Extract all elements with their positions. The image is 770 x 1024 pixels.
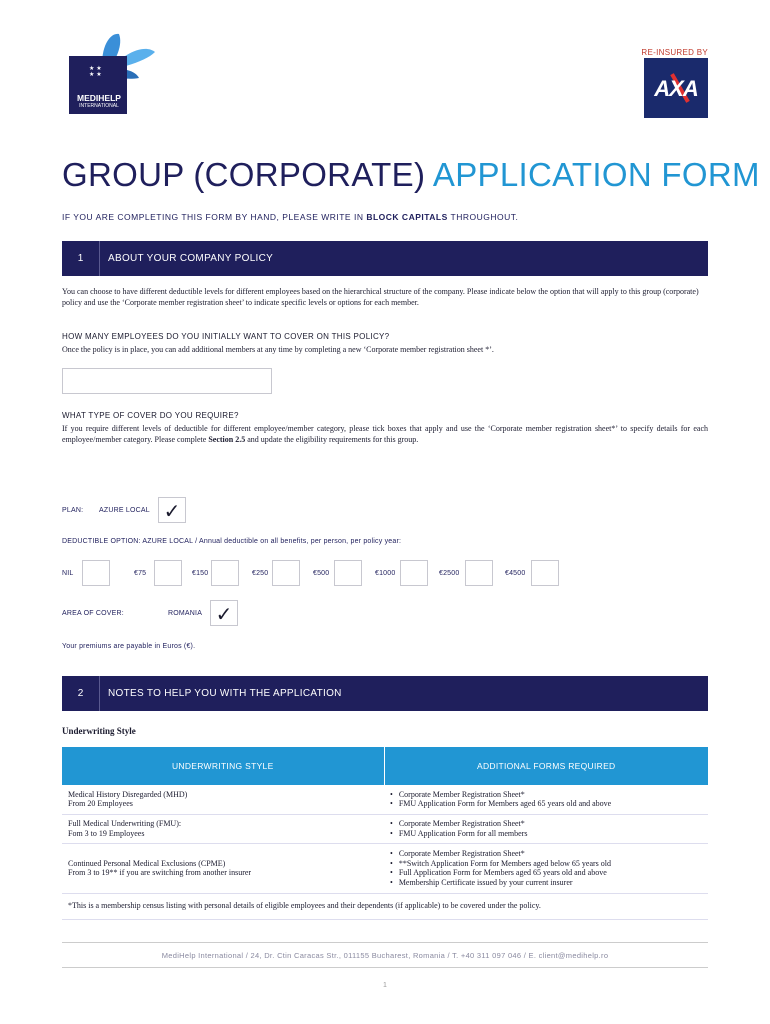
form-item: • Corporate Member Registration Sheet* — [390, 849, 702, 859]
style-name: Continued Personal Medical Exclusions (CPME) — [68, 858, 226, 868]
style-name: Medical History Disregarded (MHD) — [68, 789, 188, 799]
section-2-header — [62, 676, 708, 711]
section-1-intro: You can choose to have different deductible levels for different employees based on the hierarchical structure of the company. Please indicate below the option that will apply to this group (corporate) policy and use the ‘Corporate member registration sheet’ to indicate specific levels or options for each member. — [62, 287, 699, 307]
instructions-before: IF YOU ARE COMPLETING THIS FORM BY HAND, PLEASE WRITE IN — [62, 212, 364, 222]
section-1-label: ABOUT YOUR COMPANY POLICY — [108, 253, 274, 264]
table-cell-style — [62, 785, 384, 814]
axa-logo-text: AXA — [654, 76, 698, 101]
question-cover-note — [62, 424, 708, 445]
form-item: • FMU Application Form for Members aged 65 years old and above — [390, 799, 702, 809]
reinsured-by-label: RE-INSURED BY — [641, 48, 708, 57]
underwriting-table — [62, 747, 708, 920]
deductible-500-checkbox[interactable] — [334, 560, 362, 586]
form-item: • Corporate Member Registration Sheet* — [390, 790, 702, 800]
table-header-style: UNDERWRITING STYLE — [62, 747, 384, 785]
table-footnote-row — [62, 893, 708, 919]
table-cell-style — [62, 814, 384, 843]
form-item: • **Switch Application Form for Members aged below 65 years old — [390, 859, 702, 869]
underwriting-heading: Underwriting Style — [62, 726, 136, 736]
instructions — [62, 212, 518, 222]
deductible-4500-checkbox[interactable] — [531, 560, 559, 586]
page-title — [62, 156, 760, 194]
plan-label: PLAN: — [62, 507, 84, 514]
instructions-bold: BLOCK CAPITALS — [366, 212, 448, 222]
style-name: Full Medical Underwriting (FMU): — [68, 819, 182, 828]
deductible-250-label: €250 — [252, 570, 269, 577]
section-1-header — [62, 241, 708, 276]
axa-logo — [644, 58, 708, 118]
table-footnote: *This is a membership census listing with personal details of eligible employees and their dependents (if applicable) to be covered under the policy. — [62, 893, 708, 919]
stars-icon: ★ ★ ★ ★ — [89, 65, 102, 78]
area-label: AREA OF COVER: — [62, 610, 124, 617]
title-part1: GROUP (CORPORATE) — [62, 156, 426, 193]
cover-note-bold: Section 2.5 — [208, 434, 246, 444]
deductible-250-checkbox[interactable] — [272, 560, 300, 586]
table-row — [62, 843, 708, 893]
cover-note-a: If you require different levels of deductible for different employee/member category, please tick boxes that apply and use the ‘Corporate member registration sheet*’ to specify details for each employee/member category. Please complete — [62, 424, 708, 444]
premiums-note: Your premiums are payable in Euros (€). — [62, 643, 196, 650]
deductible-75-checkbox[interactable] — [154, 560, 182, 586]
form-item: • FMU Application Form for all members — [390, 829, 702, 839]
question-cover: WHAT TYPE OF COVER DO YOU REQUIRE? — [62, 411, 239, 420]
deductible-1000-label: €1000 — [375, 570, 396, 577]
section-1-number: 1 — [62, 241, 100, 276]
cover-note-b: and update the eligibility requirements for this group. — [247, 434, 419, 444]
deductible-2500-checkbox[interactable] — [465, 560, 493, 586]
table-row — [62, 814, 708, 843]
employees-count-input[interactable] — [62, 368, 272, 394]
table-cell-style — [62, 843, 384, 893]
style-range: From 20 Employees — [68, 799, 133, 809]
plan-value: AZURE LOCAL — [99, 507, 150, 514]
medihelp-sub: INTERNATIONAL — [79, 103, 119, 109]
deductible-nil-checkbox[interactable] — [82, 560, 110, 586]
deductible-1000-checkbox[interactable] — [400, 560, 428, 586]
section-2-label: NOTES TO HELP YOU WITH THE APPLICATION — [108, 688, 342, 699]
deductible-nil-label: NIL — [62, 570, 74, 577]
page-number: 1 — [383, 982, 387, 989]
title-part2: APPLICATION FORM — [432, 156, 760, 193]
question-employees: HOW MANY EMPLOYEES DO YOU INITIALLY WANT TO COVER ON THIS POLICY? — [62, 332, 390, 341]
deductible-4500-label: €4500 — [505, 570, 526, 577]
table-cell-forms — [384, 814, 708, 843]
area-checkbox[interactable]: ✓ — [210, 600, 238, 626]
deductible-500-label: €500 — [313, 570, 330, 577]
form-item: • Full Application Form for Members aged 65 years old and above — [390, 868, 702, 878]
deductible-label: DEDUCTIBLE OPTION: AZURE LOCAL / Annual deductible on all benefits, per person, per policy year: — [62, 538, 402, 545]
deductible-150-label: €150 — [192, 570, 209, 577]
instructions-after: THROUGHOUT. — [450, 212, 519, 222]
medihelp-name: MEDIHELP — [77, 93, 121, 103]
section-2-number: 2 — [62, 676, 100, 711]
table-header-forms: ADDITIONAL FORMS REQUIRED — [384, 747, 708, 785]
area-value: ROMANIA — [168, 610, 203, 617]
deductible-2500-label: €2500 — [439, 570, 460, 577]
style-range: Fom 3 to 19 Employees — [68, 828, 145, 838]
table-cell-forms — [384, 785, 708, 814]
footer-contact: MediHelp International / 24, Dr. Ctin Caracas Str., 011155 Bucharest, Romania / T. +40 311 097 046 / E. client@medihelp.ro — [62, 942, 708, 968]
form-item: • Membership Certificate issued by your current insurer — [390, 878, 702, 888]
table-row — [62, 785, 708, 814]
deductible-150-checkbox[interactable] — [211, 560, 239, 586]
deductible-75-label: €75 — [134, 570, 147, 577]
table-cell-forms — [384, 843, 708, 893]
medihelp-logo — [69, 30, 157, 114]
form-item: • Corporate Member Registration Sheet* — [390, 819, 702, 829]
style-range: From 3 to 19** if you are switching from another insurer — [68, 868, 252, 877]
question-employees-note: Once the policy is in place, you can add additional members at any time by completing a new ‘Corporate member registration sheet *’. — [62, 345, 494, 354]
plan-checkbox[interactable]: ✓ — [158, 497, 186, 523]
